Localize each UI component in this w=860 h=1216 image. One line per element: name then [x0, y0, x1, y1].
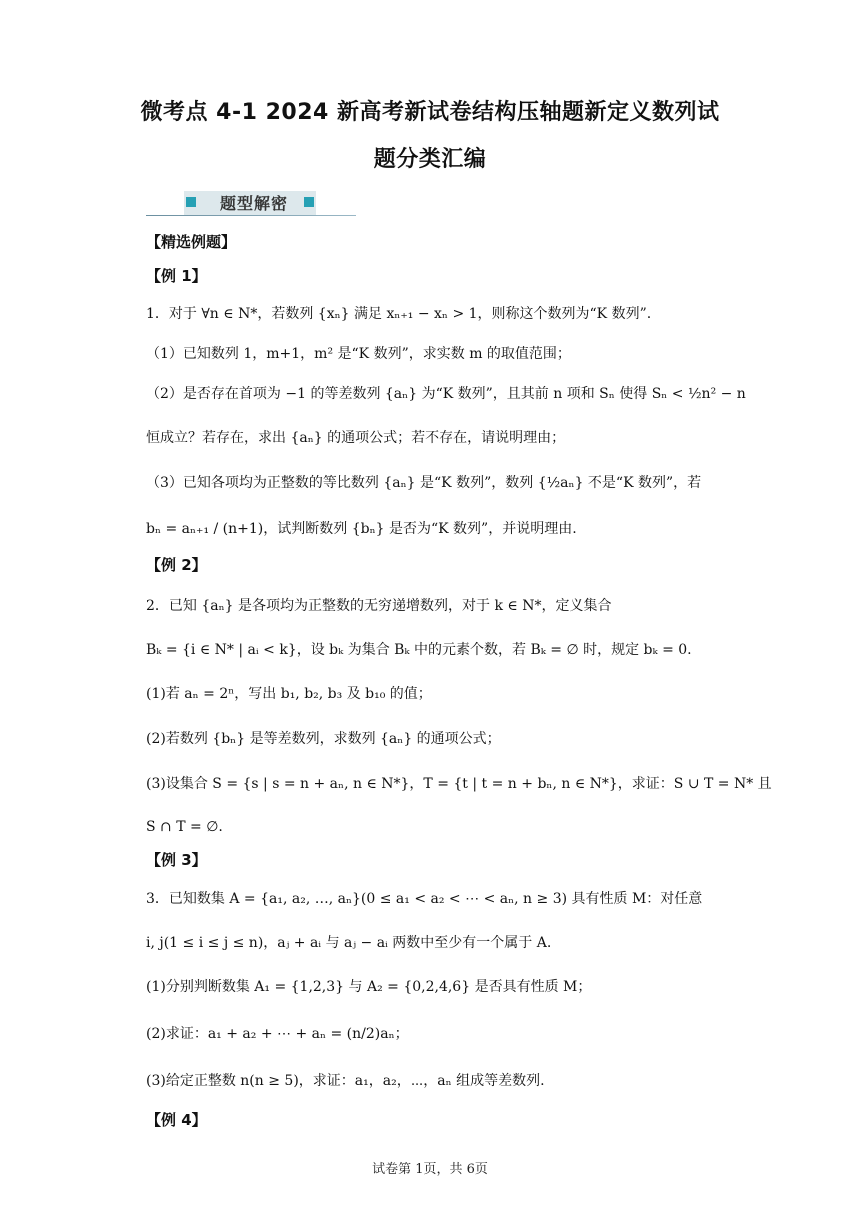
example-1-line: 恒成立？若存在，求出 {aₙ} 的通项公式；若不存在，请说明理由；	[146, 430, 566, 446]
example-2-line: Bₖ = {i ∈ N* | aᵢ < k}，设 bₖ 为集合 Bₖ 中的元素个数，若 Bₖ = ∅ 时，规定 bₖ = 0.	[146, 642, 692, 658]
square-bullet-icon	[304, 197, 314, 207]
example-4-heading: 【例 4】	[146, 1111, 207, 1129]
example-1-line: bₙ = aₙ₊₁ / (n+1)，试判断数列 {bₙ} 是否为“K 数列”，并说明理由.	[146, 521, 577, 537]
banner-label: 题型解密	[219, 194, 288, 213]
example-2-line: (1)若 aₙ = 2ⁿ，写出 b₁, b₂, b₃ 及 b₁₀ 的值；	[146, 686, 432, 702]
example-1-line: （1）已知数列 1，m+1，m² 是“K 数列”，求实数 m 的取值范围；	[146, 346, 571, 362]
example-2-heading: 【例 2】	[146, 556, 207, 574]
example-3-line: 3．已知数集 A = {a₁, a₂, …, aₙ}(0 ≤ a₁ < a₂ < ⋯ < aₙ, n ≥ 3) 具有性质 M：对任意	[146, 891, 703, 907]
example-2-line: S ∩ T = ∅.	[146, 819, 223, 835]
example-1-heading: 【例 1】	[146, 267, 207, 285]
page-footer: 试卷第 1页，共 6页	[372, 1162, 488, 1177]
example-1-line: （2）是否存在首项为 −1 的等差数列 {aₙ} 为“K 数列”，且其前 n 项和 Sₙ 使得 Sₙ < ½n² − n	[146, 386, 746, 402]
square-bullet-icon	[186, 197, 196, 207]
example-3-line: (1)分别判断数集 A₁ = {1,2,3} 与 A₂ = {0,2,4,6} 是否具有性质 M；	[146, 979, 592, 995]
section-banner	[146, 190, 356, 216]
example-2-line: (2)若数列 {bₙ} 是等差数列，求数列 {aₙ} 的通项公式；	[146, 731, 501, 747]
document-title-line-2: 题分类汇编	[373, 147, 487, 172]
example-3-heading: 【例 3】	[146, 851, 207, 869]
banner-underline	[146, 215, 356, 216]
document-title-line-1: 微考点 4-1 2024 新高考新试卷结构压轴题新定义数列试	[140, 100, 720, 125]
example-2-line: (3)设集合 S = {s | s = n + aₙ, n ∈ N*}，T = {t | t = n + bₙ, n ∈ N*}，求证：S ∪ T = N* 且	[146, 776, 772, 792]
example-3-line: i, j(1 ≤ i ≤ j ≤ n)，aⱼ + aᵢ 与 aⱼ − aᵢ 两数中至少有一个属于 A.	[146, 935, 552, 951]
example-3-line: (2)求证：a₁ + a₂ + ⋯ + aₙ = (n/2)aₙ；	[146, 1026, 409, 1042]
example-1-line: （3）已知各项均为正整数的等比数列 {aₙ} 是“K 数列”，数列 {½aₙ} 不是“K 数列”，若	[146, 475, 702, 491]
section-heading: 【精选例题】	[146, 233, 237, 251]
example-1-line: 1．对于 ∀n ∈ N*，若数列 {xₙ} 满足 xₙ₊₁ − xₙ > 1，则称这个数列为“K 数列”.	[146, 306, 652, 322]
example-3-line: (3)给定正整数 n(n ≥ 5)，求证：a₁，a₂，⋯，aₙ 组成等差数列.	[146, 1073, 545, 1089]
example-2-line: 2．已知 {aₙ} 是各项均为正整数的无穷递增数列，对于 k ∈ N*，定义集合	[146, 598, 612, 614]
